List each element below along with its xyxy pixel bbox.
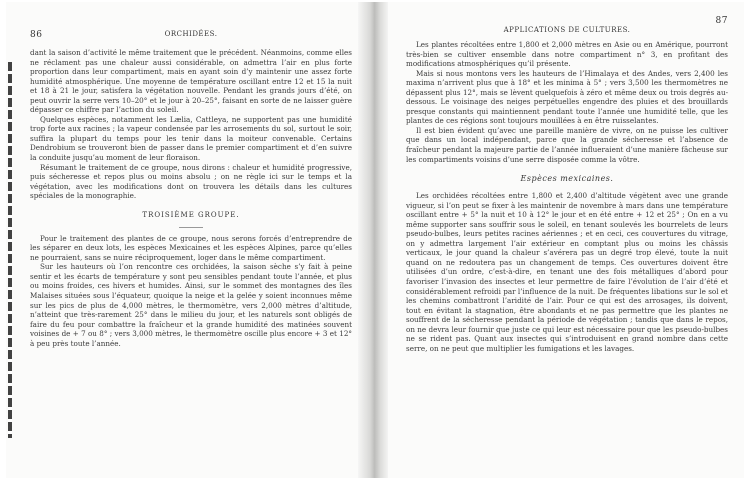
right-running-head: APPLICATIONS DE CULTURES. — [503, 26, 631, 34]
section-title: TROISIÈME GROUPE. — [142, 210, 240, 219]
paragraph: Il est bien évident qu’avec une pareille manière de vivre, on ne puisse les cultiver que dans un local indépendant, parce que la grande sécheresse et l’absence de fraîcheur pendant la majeure partie de l’année influeraient d’une manière fâcheuse sur les compartiments voisins d’une serre disposée comme la vôtre. — [406, 125, 728, 164]
left-page — [30, 2, 352, 478]
left-page-body — [30, 48, 352, 348]
paragraph: Les plantes récoltées entre 1,800 et 2,000 mètres en Asie ou en Amérique, pourront très-bien se cultiver ensemble dans notre compartiment n° 3, en profitant des modifications atmosphériques qu’il présente. — [406, 40, 728, 69]
left-page-number: 86 — [30, 30, 43, 40]
paragraph: Les orchidées récoltées entre 1,800 et 2,400 d’altitude végètent avec une grande vigueur, si l’on peut se fixer à les maintenir de novembre à mars dans une température oscillant entre + 5° la nuit et 10 à 12° le jour et en été entre + 12 et 25° ; On en a vu même supporter sans souffrir sous le soleil, en tenant soulevés les bourrelets de leurs pseudo-bulbes, leurs petites racines aériennes ; et en ceci, ces couvertures du vitrage, on y admettra largement l’air extérieur en comptant plus ou moins les châssis verticaux, le jour quand la chaleur s’avérera pas un degré trop élevé, toute la nuit quand on ne redoutera pas un changement de temps. Ces ouvertures doivent être utilisées d’un ordre, c’est-à-dire, en tenant une des fois métalliques d’abord pour favoriser l’invasion des insectes et leur permettre de faire l’évolution de l’air d’été et considérablement refroidi par l’influence de la nuit. De fréquentes libations sur le sol et les chemins combattront l’aridité de l’air. Pour ce qui est des arrosages, ils doivent, tout en évitant la stagnation, être abondants et ne pas permettre que les plantes ne souffrent de la sécheresse pendant la période de végétation ; tandis que dans le repos, on ne devra leur fournir que juste ce qui leur est nécessaire pour que les pseudo-bulbes ne se rident pas. Quant aux insectes qui s’introduisent en grand nombre dans cette serre, on ne peut que multiplier les fumigations et les lavages. — [406, 191, 728, 353]
left-running-head: ORCHIDÉES. — [164, 30, 218, 38]
book-spread — [6, 2, 744, 478]
right-page — [406, 2, 728, 478]
paragraph: Sur les hauteurs où l’on rencontre ces orchidées, la saison sèche s’y fait à peine sentir et les écarts de température y sont peu sensibles pendant toute l’année, et plus ou moins froides, ces hivers et humides. Ainsi, sur le sommet des montagnes des îles Malaises situées sous l’équateur, quoique la neige et la gelée y soient inconnues même sur les pics de plus de 4,000 mètres, le thermomètre, vers 2,000 mètres d’altitude, n’atteint que très-rarement 25° dans le milieu du jour, et les naturels sont obligés de faire du feu pour combattre la fraîcheur et la grande humidité des matinées souvent voisines de + 7 ou 8° ; vers 3,000 mètres, le thermomètre oscille plus encore + 3 et 12° à peu près toute l’année. — [30, 262, 352, 348]
paragraph: Mais si nous montons vers les hauteurs de l’Himalaya et des Andes, vers 2,400 les maxima n’arrivent plus que à 18° et les minima à 5° ; vers 3,500 les thermomètres ne dépassent plus 12°, mais se lèvent quelquefois à zéro et même deux ou trois degrés au-dessous. Le voisinage des neiges perpétuelles engendre des pluies et des brouillards presque constants qui maintiennent pendant toute l’année une humidité telle, que les plantes de ces régions sont toujours mouillées à en être ruisselantes. — [406, 68, 728, 126]
paragraph: Résumant le traitement de ce groupe, nous dirons : chaleur et humidité progressive, puis sécheresse et repos plus ou moins absolu ; on ne règle ici sur le temps et la végétation, avec les modifications dont on trouvera les détails dans les cultures spéciales de la monographie. — [30, 162, 352, 201]
right-page-body — [406, 40, 728, 353]
paragraph: Pour le traitement des plantes de ce groupe, nous serons forcés d’entreprendre de les séparer en deux lots, les espèces Mexicaines et les espèces Alpines, parce qu’elles ne pourraient, sans se nuire réciproquement, loger dans le même compartiment. — [30, 233, 352, 262]
right-page-header — [406, 16, 728, 36]
section-rule — [179, 227, 203, 228]
book-binding-gutter — [358, 2, 388, 478]
left-page-header — [30, 30, 352, 44]
paragraph: dant la saison d’activité le même traitement que le précédent. Néanmoins, comme elles ne réclament pas une chaleur aussi considérable, on admettra l’air en plus forte proportion dans leur compartiment, mais en ayant soin d’y maintenir une assez forte humidité atmosphérique. Une moyenne de température oscillant entre 12 et 15 la nuit et 18 à 21 le jour, satisfera la végétation nouvelle. Pendant les grands jours d’été, on peut ouvrir la serre vers 10–20° et le jour à 20–25°, faisant en sorte de ne laisser guère dépasser ce chiffre par l’action du soleil. — [30, 48, 352, 115]
scan-edge-shadow — [8, 62, 12, 438]
paragraph: Quelques espèces, notamment les Lælia, Cattleya, ne supportent pas une humidité trop forte aux racines ; la vapeur condensée par les arrosements du sol, surtout le soir, suffira la plupart du temps pour les tenir dans la moiteur convenable. Certains Dendrobium se trouveront bien de passer dans le premier compartiment et d’en suivre la conduite jusqu’au moment de leur floraison. — [30, 114, 352, 163]
right-page-number: 87 — [715, 16, 728, 26]
section-title: Espèces mexicaines. — [520, 174, 614, 184]
